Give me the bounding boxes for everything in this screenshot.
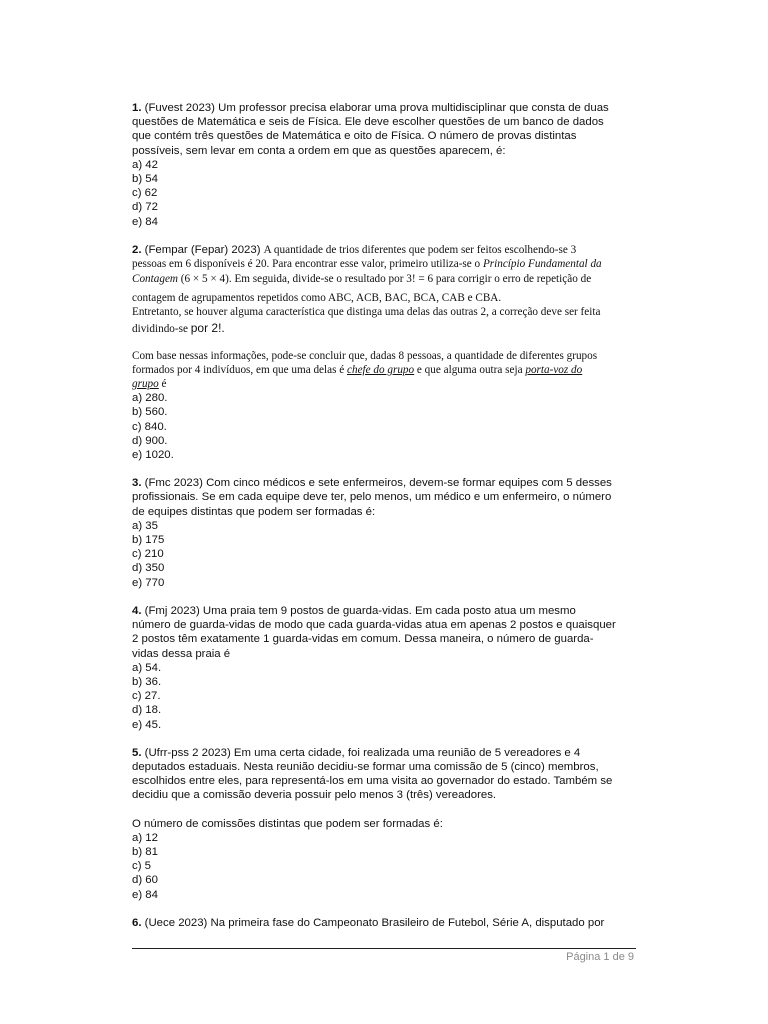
question-2-line-3: [132, 271, 642, 288]
question-3-line-1: [132, 476, 642, 490]
question-number: 6.: [132, 916, 142, 929]
question-3-line-2: profissionais. Se em cada equipe deve ter, pelo menos, um médico e um enfermeiro, o número: [132, 491, 612, 504]
question-source: (Uece 2023): [141, 916, 211, 929]
question-5-line-3: escolhidos entre eles, para representá-los em uma visita ao governador do estado. Também se: [132, 775, 613, 788]
question-source: (Ufrr-pss 2 2023): [141, 746, 234, 759]
question-2-line-2: [132, 257, 642, 271]
option-d: d) 60: [132, 874, 158, 887]
question-2-line-6: [132, 320, 642, 337]
question-text: e que alguma outra seja: [414, 363, 526, 376]
question-1-line-4: possíveis, sem levar em conta a ordem em que as questões aparecem, é:: [132, 144, 506, 157]
question-text: formados por 4 indivíduos, em que uma delas é: [132, 363, 348, 376]
question-2: [132, 243, 642, 462]
underlined-term: porta-voz do: [525, 363, 583, 376]
question-text: Uma praia tem 9 postos de guarda-vidas. Em cada posto atua um mesmo: [202, 604, 576, 617]
document-content: [132, 101, 642, 930]
question-text: Um professor precisa elaborar uma prova multidisciplinar que consta de duas: [218, 102, 609, 114]
question-number: 4.: [132, 604, 142, 617]
question-text: dividindo-se: [132, 322, 191, 335]
option-c: c) 210: [132, 548, 164, 561]
question-6: [132, 916, 642, 930]
question-source: (Fuvest 2023): [141, 102, 219, 114]
underlined-term: chefe do grupo: [347, 363, 415, 376]
option-d: d) 350: [132, 562, 165, 575]
formula: por 2!.: [190, 320, 225, 335]
option-b: b) 81: [132, 845, 158, 858]
question-number: 1.: [132, 102, 142, 114]
option-a: a) 42: [132, 158, 158, 171]
option-e: e) 770: [132, 576, 165, 589]
question-text: A quantidade de trios diferentes que podem ser feitos escolhendo-se 3: [263, 243, 577, 256]
question-2-p2-line-1: Com base nessas informações, pode-se concluir que, dadas 8 pessoas, a quantidade de diferentes grupos: [132, 349, 598, 362]
option-e: e) 1020.: [132, 449, 174, 462]
page-number: Página 1 de 9: [566, 951, 634, 963]
question-2-line-4: contagem de agrupamentos repetidos como ABC, ACB, BAC, BCA, CAB e CBA.: [132, 292, 502, 305]
formula: (6 × 5 × 4): [178, 273, 229, 286]
question-2-p2-line-3: [132, 377, 642, 391]
question-source: (Fmj 2023): [141, 604, 203, 617]
question-2-line-1: [132, 243, 642, 257]
question-5: [132, 746, 642, 902]
option-d: d) 900.: [132, 434, 168, 447]
option-c: c) 840.: [132, 420, 167, 433]
italic-term: Princípio Fundamental da: [482, 258, 602, 271]
question-1-line-2: questões de Matemática e seis de Física. Ele deve escolher questões de um banco de dados: [132, 116, 604, 129]
option-e: e) 45.: [132, 718, 162, 731]
question-number: 3.: [132, 477, 142, 490]
option-c: c) 5: [132, 860, 151, 873]
question-text: pessoas em 6 disponíveis é 20. Para encontrar esse valor, primeiro utiliza-se o: [132, 258, 483, 271]
spacer: [132, 803, 642, 817]
option-a: a) 12: [132, 831, 158, 844]
question-6-line-1: [132, 916, 642, 930]
option-b: b) 175: [132, 534, 165, 547]
option-e: e) 84: [132, 215, 158, 228]
question-text: Na primeira fase do Campeonato Brasileiro de Futebol, Série A, disputado por: [210, 916, 605, 929]
option-a: a) 280.: [132, 392, 168, 405]
question-1-line-1: [132, 101, 642, 115]
question-text: é: [158, 378, 167, 391]
option-c: c) 62: [132, 187, 158, 200]
spacer: [132, 337, 642, 349]
option-d: d) 72: [132, 201, 158, 214]
question-text: Em uma certa cidade, foi realizada uma reunião de 5 vereadores e 4: [233, 746, 581, 759]
question-5-line-2: deputados estaduais. Nesta reunião decidiu-se formar uma comissão de 5 (cinco) membros,: [132, 760, 599, 773]
option-e: e) 84: [132, 888, 158, 901]
question-5-prompt: O número de comissões distintas que podem ser formadas é:: [132, 817, 443, 830]
question-4: [132, 604, 642, 732]
question-number: 5.: [132, 746, 142, 759]
question-4-line-4: vidas dessa praia é: [132, 647, 231, 660]
question-4-line-1: [132, 604, 642, 618]
question-3-line-3: de equipes distintas que podem ser formadas é:: [132, 505, 376, 518]
question-5-line-4: decidiu que a comissão deveria possuir pelo menos 3 (três) vereadores.: [132, 789, 497, 802]
italic-term: Contagem: [132, 273, 178, 286]
question-source: (Fempar (Fepar) 2023): [141, 243, 264, 256]
question-3: [132, 476, 642, 590]
question-5-line-1: [132, 746, 642, 760]
question-1: [132, 101, 642, 229]
question-text: . Em seguida, divide-se o resultado por 3! = 6 para corrigir o erro de repetição de: [228, 273, 592, 286]
option-a: a) 35: [132, 519, 158, 532]
option-c: c) 27.: [132, 690, 161, 703]
question-source: (Fmc 2023): [141, 477, 207, 490]
underlined-term: grupo: [132, 378, 159, 391]
question-number: 2.: [132, 243, 142, 256]
footer-divider: [132, 948, 636, 949]
question-4-line-3: 2 postos têm exatamente 1 guarda-vidas em comum. Dessa maneira, o número de guarda-: [132, 633, 594, 646]
question-1-line-3: que contém três questões de Matemática e oito de Física. O número de provas distintas: [132, 130, 577, 143]
option-b: b) 36.: [132, 675, 162, 688]
question-2-line-5: Entretanto, se houver alguma característica que distinga uma delas das outras 2, a correção deve ser feita: [132, 306, 601, 319]
question-text: Com cinco médicos e sete enfermeiros, devem-se formar equipes com 5 desses: [206, 477, 612, 490]
option-b: b) 54: [132, 173, 158, 186]
question-4-line-2: número de guarda-vidas de modo que cada guarda-vidas atua em apenas 2 postos e quaisquer: [132, 619, 616, 632]
option-a: a) 54.: [132, 661, 162, 674]
option-d: d) 18.: [132, 704, 162, 717]
option-b: b) 560.: [132, 406, 168, 419]
question-2-p2-line-2: [132, 363, 642, 377]
